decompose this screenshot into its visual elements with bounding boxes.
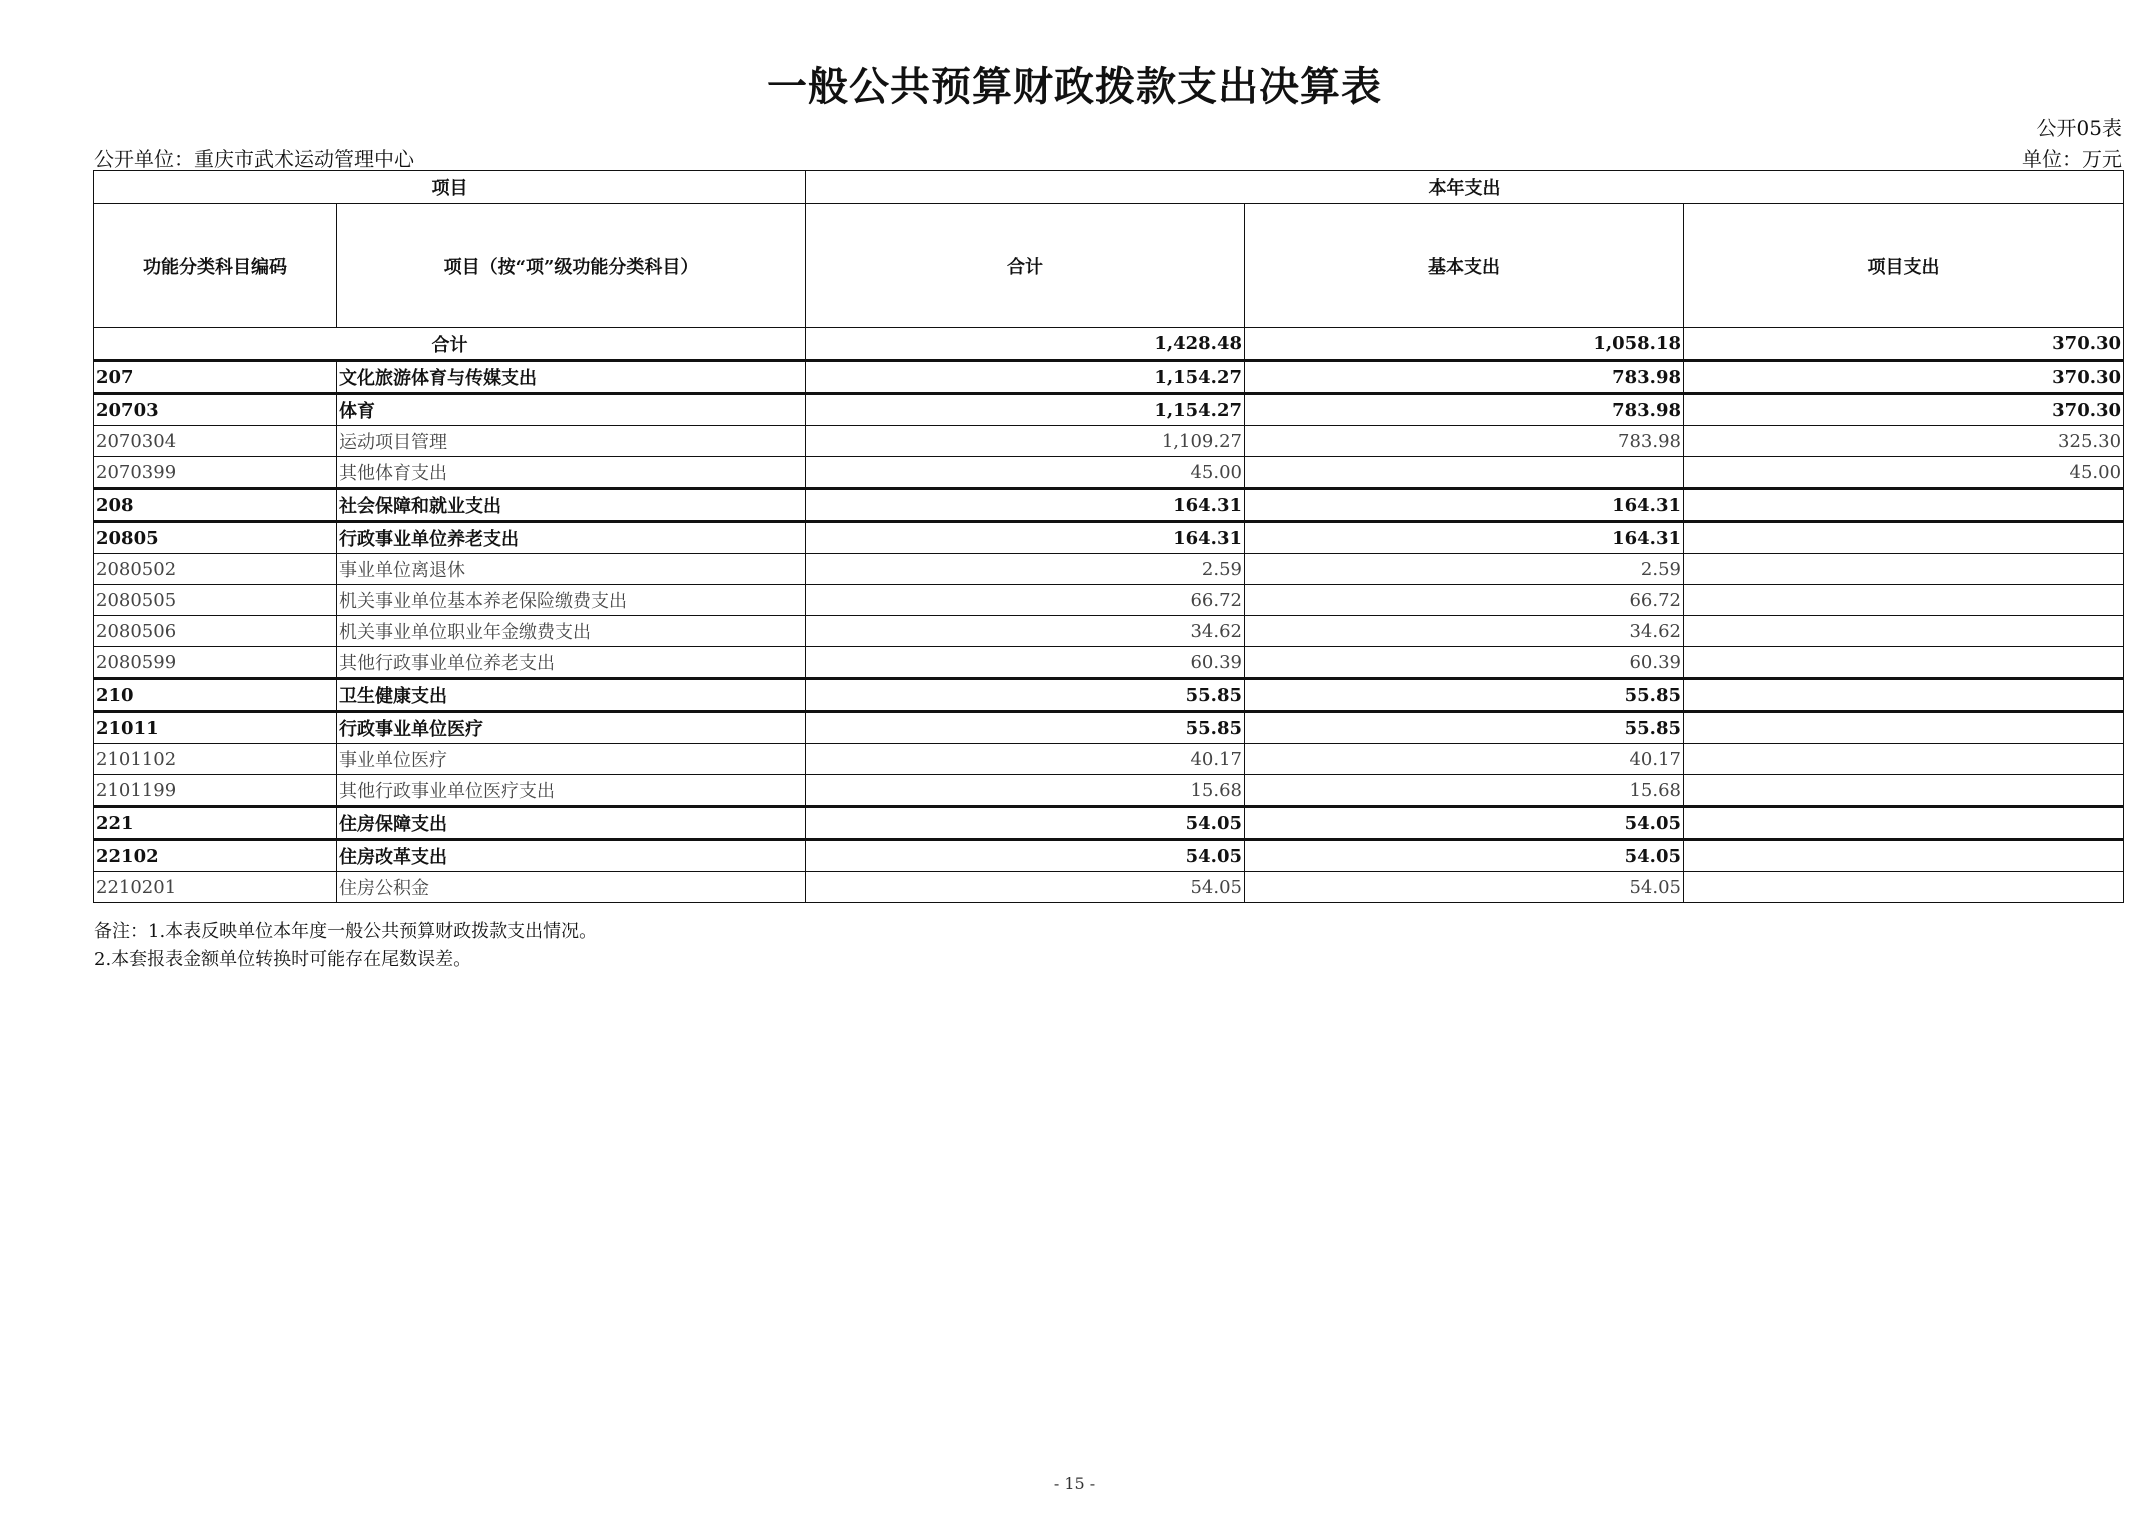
row-total: 60.39 xyxy=(806,647,1245,679)
row-project: 325.30 xyxy=(1684,426,2124,457)
row-code: 2080505 xyxy=(94,585,337,616)
row-project xyxy=(1684,522,2124,554)
table-row xyxy=(94,775,2124,807)
total-label: 合计 xyxy=(94,328,806,361)
table-row xyxy=(94,426,2124,457)
row-basic: 54.05 xyxy=(1245,840,1684,872)
row-total: 54.05 xyxy=(806,872,1245,903)
row-total: 164.31 xyxy=(806,489,1245,522)
table-row xyxy=(94,457,2124,489)
table-row xyxy=(94,361,2124,394)
row-project xyxy=(1684,554,2124,585)
row-basic: 2.59 xyxy=(1245,554,1684,585)
page-number: - 15 - xyxy=(1053,1474,1096,1493)
row-basic: 783.98 xyxy=(1245,394,1684,426)
row-name: 住房保障支出 xyxy=(337,807,806,840)
row-name: 其他行政事业单位医疗支出 xyxy=(337,775,806,807)
table-row xyxy=(94,712,2124,744)
row-code: 2070399 xyxy=(94,457,337,489)
row-code: 20703 xyxy=(94,394,337,426)
row-name: 行政事业单位医疗 xyxy=(337,712,806,744)
row-code: 221 xyxy=(94,807,337,840)
table-row xyxy=(94,744,2124,775)
row-code: 20805 xyxy=(94,522,337,554)
header-row-1 xyxy=(94,171,2124,204)
total-row xyxy=(94,328,2124,361)
note-1: 备注：1.本表反映单位本年度一般公共预算财政拨款支出情况。 xyxy=(94,921,598,942)
row-basic: 15.68 xyxy=(1245,775,1684,807)
header-project-expense: 项目支出 xyxy=(1684,204,2124,328)
total-amount: 1,428.48 xyxy=(806,328,1245,361)
row-project: 370.30 xyxy=(1684,394,2124,426)
row-total: 55.85 xyxy=(806,712,1245,744)
row-total: 45.00 xyxy=(806,457,1245,489)
row-basic: 164.31 xyxy=(1245,522,1684,554)
table-row xyxy=(94,554,2124,585)
row-project xyxy=(1684,585,2124,616)
row-basic: 783.98 xyxy=(1245,361,1684,394)
row-code: 21011 xyxy=(94,712,337,744)
row-total: 1,109.27 xyxy=(806,426,1245,457)
row-project: 45.00 xyxy=(1684,457,2124,489)
note-2: 2.本套报表金额单位转换时可能存在尾数误差。 xyxy=(94,949,472,970)
header-current-year: 本年支出 xyxy=(806,171,2124,204)
row-total: 2.59 xyxy=(806,554,1245,585)
row-project xyxy=(1684,775,2124,807)
row-name: 事业单位离退休 xyxy=(337,554,806,585)
header-name: 项目（按“项”级功能分类科目） xyxy=(337,204,806,328)
row-code: 2070304 xyxy=(94,426,337,457)
row-name: 社会保障和就业支出 xyxy=(337,489,806,522)
row-project xyxy=(1684,679,2124,712)
table-row xyxy=(94,394,2124,426)
row-code: 210 xyxy=(94,679,337,712)
row-name: 行政事业单位养老支出 xyxy=(337,522,806,554)
row-code: 2101199 xyxy=(94,775,337,807)
row-basic: 40.17 xyxy=(1245,744,1684,775)
page-title: 一般公共预算财政拨款支出决算表 xyxy=(767,63,1382,110)
row-basic: 60.39 xyxy=(1245,647,1684,679)
row-basic: 54.05 xyxy=(1245,872,1684,903)
header-project: 项目 xyxy=(94,171,806,204)
table-row xyxy=(94,647,2124,679)
row-total: 66.72 xyxy=(806,585,1245,616)
row-name: 住房改革支出 xyxy=(337,840,806,872)
row-total: 54.05 xyxy=(806,840,1245,872)
row-project xyxy=(1684,807,2124,840)
row-name: 住房公积金 xyxy=(337,872,806,903)
row-project xyxy=(1684,744,2124,775)
header-row-2 xyxy=(94,204,2124,328)
row-project: 370.30 xyxy=(1684,361,2124,394)
row-name: 事业单位医疗 xyxy=(337,744,806,775)
row-project xyxy=(1684,489,2124,522)
row-project xyxy=(1684,647,2124,679)
table-row xyxy=(94,807,2124,840)
row-basic: 164.31 xyxy=(1245,489,1684,522)
header-total: 合计 xyxy=(806,204,1245,328)
row-basic: 54.05 xyxy=(1245,807,1684,840)
row-project xyxy=(1684,712,2124,744)
row-total: 15.68 xyxy=(806,775,1245,807)
row-total: 1,154.27 xyxy=(806,361,1245,394)
table-row xyxy=(94,840,2124,872)
row-code: 207 xyxy=(94,361,337,394)
form-number: 公开05表 xyxy=(2036,116,2122,140)
table-row xyxy=(94,679,2124,712)
row-total: 55.85 xyxy=(806,679,1245,712)
row-basic xyxy=(1245,457,1684,489)
table-row xyxy=(94,489,2124,522)
table-row xyxy=(94,872,2124,903)
row-name: 运动项目管理 xyxy=(337,426,806,457)
row-project xyxy=(1684,872,2124,903)
row-code: 2210201 xyxy=(94,872,337,903)
row-total: 164.31 xyxy=(806,522,1245,554)
row-project xyxy=(1684,616,2124,647)
row-total: 1,154.27 xyxy=(806,394,1245,426)
table-row xyxy=(94,616,2124,647)
row-code: 2080599 xyxy=(94,647,337,679)
budget-table xyxy=(93,170,2124,903)
row-basic: 66.72 xyxy=(1245,585,1684,616)
row-code: 2080502 xyxy=(94,554,337,585)
row-basic: 34.62 xyxy=(1245,616,1684,647)
row-code: 22102 xyxy=(94,840,337,872)
row-code: 2080506 xyxy=(94,616,337,647)
row-name: 机关事业单位职业年金缴费支出 xyxy=(337,616,806,647)
row-total: 40.17 xyxy=(806,744,1245,775)
row-basic: 783.98 xyxy=(1245,426,1684,457)
amount-unit: 单位：万元 xyxy=(2022,147,2122,171)
row-total: 34.62 xyxy=(806,616,1245,647)
row-name: 卫生健康支出 xyxy=(337,679,806,712)
row-total: 54.05 xyxy=(806,807,1245,840)
total-basic: 1,058.18 xyxy=(1245,328,1684,361)
total-project: 370.30 xyxy=(1684,328,2124,361)
row-code: 2101102 xyxy=(94,744,337,775)
row-basic: 55.85 xyxy=(1245,712,1684,744)
row-name: 文化旅游体育与传媒支出 xyxy=(337,361,806,394)
row-name: 其他行政事业单位养老支出 xyxy=(337,647,806,679)
reporting-unit: 公开单位：重庆市武术运动管理中心 xyxy=(94,147,414,171)
row-code: 208 xyxy=(94,489,337,522)
row-name: 体育 xyxy=(337,394,806,426)
row-basic: 55.85 xyxy=(1245,679,1684,712)
header-basic: 基本支出 xyxy=(1245,204,1684,328)
header-code: 功能分类科目编码 xyxy=(94,204,337,328)
table-row xyxy=(94,585,2124,616)
row-project xyxy=(1684,840,2124,872)
row-name: 机关事业单位基本养老保险缴费支出 xyxy=(337,585,806,616)
table-row xyxy=(94,522,2124,554)
row-name: 其他体育支出 xyxy=(337,457,806,489)
